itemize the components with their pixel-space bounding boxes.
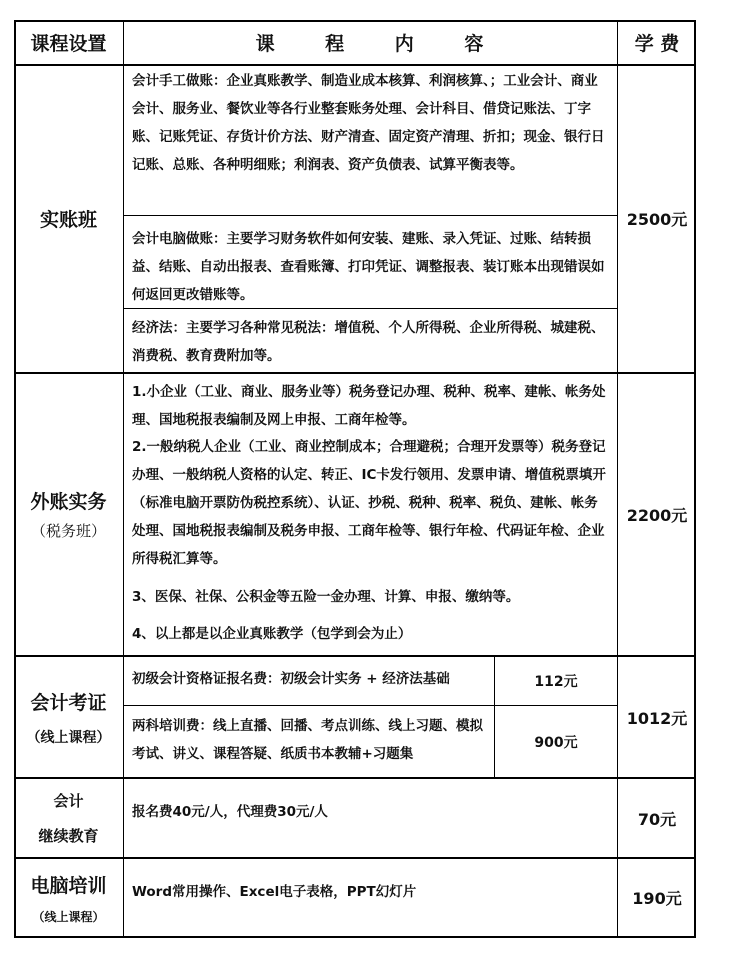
shizhang-item-law <box>132 314 610 370</box>
section-title-diannao: 电脑培训 <box>30 874 107 897</box>
kaozheng-item-2: 两科培训费：线上直播、回播、考点训练、线上习题、模拟考试、讲义、课程答疑、纸质书本教辅+习题集 <box>132 718 483 762</box>
diannao-text: Word常用操作、Excel电子表格，PPT幻灯片 <box>132 884 417 900</box>
section-title-diannao-cell <box>14 859 123 936</box>
fee-jixu: 70元 <box>637 809 677 829</box>
section-title-shizhang: 实账班 <box>39 209 97 231</box>
header-tuition: 学 费 <box>634 32 680 55</box>
shizhang-item-manual <box>132 67 610 179</box>
shizhang-item-text: 企业真账教学、制造业成本核算、利润核算、；工业会计、商业会计、服务业、餐饮业等各行业整套账务处理、会计科目、借贷记账法、丁字账、记账凭证、存货计价方法、财产清查、固定资产清理、折扣；现金、银行日记账、总账、各种明细账；利润表、资产负债表、试算平衡表等。 <box>132 73 605 173</box>
shizhang-item-text: 主要学习各种常见税法：增值税、个人所得税、企业所得税、城建税、消费税、教育费附加等。 <box>132 320 605 364</box>
section-title-waizhang: 外账实务 <box>30 491 107 513</box>
fee-shizhang: 2500元 <box>626 210 688 229</box>
section-title-kaozheng: 会计考证 <box>30 691 107 714</box>
fee-waizhang: 2200元 <box>626 505 688 525</box>
jixu-text: 报名费40元/人，代理费30元/人 <box>132 804 328 820</box>
header-course-content: 课 程 内 容 <box>255 32 506 55</box>
section-subtitle-waizhang: （税务班） <box>30 522 106 540</box>
kaozheng-item-1: 初级会计资格证报名费：初级会计实务 + 经济法基础 <box>132 671 450 687</box>
waizhang-item-3: 3、医保、社保、公积金等五险一金办理、计算、申报、缴纳等。 <box>132 589 520 605</box>
waizhang-item-1: 1.小企业（工业、商业、服务业等）税务登记办理、税种、税率、建帐、帐务处理、国地税报表编制及网上申报、工商年检等。 <box>132 384 606 428</box>
header-course-setting: 课程设置 <box>30 32 107 55</box>
section-subtitle-kaozheng: （线上课程） <box>26 729 111 746</box>
section-subtitle-diannao: （线上课程） <box>32 909 105 924</box>
table-border-bottom <box>14 936 696 938</box>
waizhang-item-2: 2.一般纳税人企业（工业、商业控制成本；合理避税；合理开发票等）税务登记办理、一般纳税人资格的认定、转正、IC卡发行领用、发票申请、增值税票填开（标准电脑开票防伪税控系统）、认证、抄税、税种、税率、税负、建帐、帐务处理、国地税报表编制及税务申报、工商年检等、银行年检、代码证年检、企业所得税汇算等。 <box>132 439 606 567</box>
shizhang-item-label: 会计电脑做账： <box>132 231 227 247</box>
waizhang-item-4: 4、以上都是以企业真账教学（包学到会为止） <box>132 626 412 642</box>
kaozheng-price-2: 900元 <box>534 734 578 751</box>
section-title-jixu-line1: 会计 <box>53 792 84 810</box>
fee-diannao: 190元 <box>632 889 682 908</box>
fee-kaozheng: 1012元 <box>626 708 688 728</box>
col-divider-1 <box>123 20 124 938</box>
section-title-waizhang-cell <box>14 373 123 655</box>
kaozheng-price-1: 112元 <box>534 674 578 690</box>
section-title-jixu-cell <box>14 779 123 857</box>
shizhang-item-label: 会计手工做账： <box>132 73 227 89</box>
shizhang-item-computer <box>132 225 610 309</box>
row-divider-shizhang-1 <box>123 215 617 216</box>
section-title-kaozheng-cell <box>14 657 123 777</box>
course-table <box>14 20 696 938</box>
section-title-jixu-line2: 继续教育 <box>38 827 99 845</box>
shizhang-item-text: 主要学习财务软件如何安装、建账、录入凭证、过账、结转损益、结账、自动出报表、查看账簿、打印凭证、调整报表、装订账本出现错误如何返回更改错账等。 <box>132 231 605 303</box>
shizhang-item-label: 经济法： <box>132 320 186 336</box>
